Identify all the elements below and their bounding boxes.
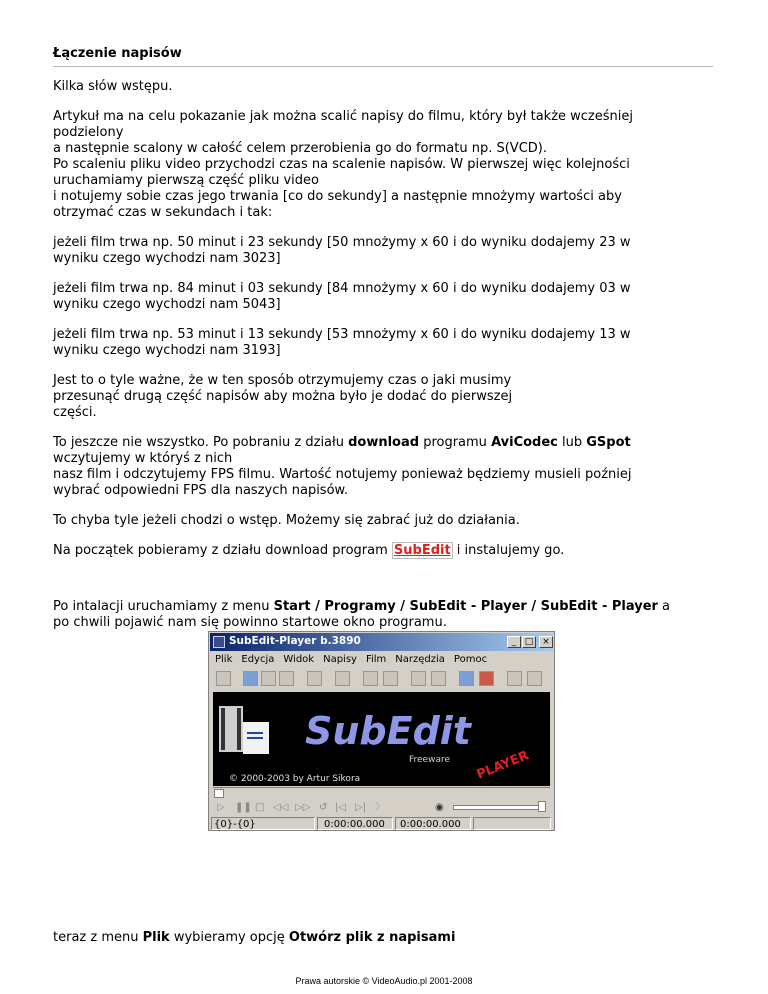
toolbar-button-icon[interactable]	[335, 671, 350, 686]
plik-keyword: Plik	[142, 930, 170, 945]
status-bar	[211, 817, 552, 830]
text-run: Po intalacji uruchamiamy z menu	[53, 599, 274, 614]
minimize-button[interactable]: _	[507, 636, 521, 648]
menu-pomoc[interactable]: Pomoc	[453, 654, 488, 665]
maximize-button[interactable]: □	[522, 636, 536, 648]
window-title: SubEdit-Player b.3890	[229, 635, 361, 647]
text-run: programu	[419, 435, 492, 450]
avicodec-keyword: AviCodec	[491, 435, 558, 450]
toolbar	[213, 669, 549, 689]
text-line: Jest to o tyle ważne, że w ten sposób otrzymujemy czas o jaki musimy	[53, 373, 512, 388]
open-subtitles-keyword: Otwórz plik z napisami	[288, 930, 456, 945]
text-line: otrzymać czas w sekundach i tak:	[53, 205, 273, 220]
toolbar-button-icon[interactable]	[261, 671, 276, 686]
logo-text: SubEdit	[305, 709, 471, 753]
importance-paragraph	[53, 373, 713, 421]
text-run: To jeszcze nie wszystko. Po pobraniu z działu	[53, 435, 349, 450]
text-run: teraz z menu	[53, 930, 143, 945]
rewind-icon[interactable]: ◁◁	[273, 802, 289, 813]
title-divider	[53, 66, 713, 67]
toolbar-button-icon[interactable]	[459, 671, 474, 686]
article-paragraph	[53, 109, 713, 221]
loop-icon[interactable]: ↺	[319, 802, 328, 813]
download-keyword: download	[348, 435, 420, 450]
gspot-keyword: GSpot	[586, 435, 631, 450]
install-paragraph	[53, 599, 713, 631]
freeware-label: Freeware	[409, 755, 451, 765]
text-line: części.	[53, 405, 97, 420]
example-3	[53, 327, 713, 359]
menu-path: Start / Programy / SubEdit - Player / SubEdit - Player	[273, 599, 658, 614]
next-icon[interactable]: ▷|	[355, 802, 367, 813]
toolbar-button-icon[interactable]	[431, 671, 446, 686]
text-run: i instalujemy go.	[452, 543, 565, 558]
menu-narzedzia[interactable]: Narzędzia	[395, 654, 445, 665]
toolbar-button-icon[interactable]	[411, 671, 426, 686]
toolbar-button-icon[interactable]	[243, 671, 258, 686]
toolbar-button-icon[interactable]	[216, 671, 231, 686]
toolbar-button-icon[interactable]	[279, 671, 294, 686]
text-line: Artykuł ma na celu pokazanie jak można scalić napisy do filmu, który był także wcześniej	[53, 109, 633, 124]
menu-edycja[interactable]: Edycja	[241, 654, 275, 665]
subedit-link[interactable]: SubEdit	[393, 543, 451, 558]
toolbar-button-icon[interactable]	[527, 671, 542, 686]
text-run: lub	[557, 435, 587, 450]
text-line: i notujemy sobie czas jego trwania [co do sekundy] a następnie mnożymy wartości aby	[53, 189, 622, 204]
prev-icon[interactable]: |◁	[335, 802, 347, 813]
text-line: wyniku czego wychodzi nam 3193]	[53, 343, 281, 358]
toolbar-button-icon[interactable]	[507, 671, 522, 686]
example-2	[53, 281, 713, 313]
example-1	[53, 235, 713, 267]
status-time-end: 0:00:00.000	[395, 817, 471, 830]
text-line: Po scaleniu pliku video przychodzi czas na scalenie napisów. W pierwszej więc kolejności	[53, 157, 630, 172]
text-line: jeżeli film trwa np. 50 minut i 23 sekundy [50 mnożymy x 60 i do wyniku dodajemy 23 w	[53, 235, 631, 250]
text-line: wczytujemy w któryś z nich	[53, 451, 233, 466]
menu-widok[interactable]: Widok	[283, 654, 315, 665]
text-line: wyniku czego wychodzi nam 3023]	[53, 251, 281, 266]
text-line: podzielony	[53, 125, 124, 140]
toolbar-button-icon[interactable]	[307, 671, 322, 686]
text-run: Na początek pobieramy z działu download program	[53, 543, 392, 558]
page-title: Łączenie napisów	[53, 46, 182, 61]
play-icon[interactable]: ▷	[217, 802, 225, 813]
status-empty	[473, 817, 551, 830]
seek-thumb[interactable]	[214, 789, 224, 798]
text-line: uruchamiamy pierwszą część pliku video	[53, 173, 319, 188]
download-paragraph	[53, 543, 713, 559]
document	[53, 46, 713, 645]
text-line: przesunąć drugą część napisów aby można było je dodać do pierwszej	[53, 389, 513, 404]
menu-plik[interactable]: Plik	[215, 654, 233, 665]
text-run: wybieramy opcję	[169, 930, 289, 945]
status-subtitle-index: {0}-{0}	[211, 817, 315, 830]
intro-end-paragraph: To chyba tyle jeżeli chodzi o wstęp. Możemy się zabrać już do działania.	[53, 513, 520, 528]
status-time-start: 0:00:00.000	[317, 817, 393, 830]
text-line: nasz film i odczytujemy FPS filmu. Wartość notujemy ponieważ będziemy musieli poźniej	[53, 467, 632, 482]
text-line	[53, 435, 713, 451]
seek-bar[interactable]	[213, 787, 550, 799]
toolbar-button-icon[interactable]	[383, 671, 398, 686]
chevron-right-icon[interactable]: 〉	[375, 802, 385, 813]
volume-slider[interactable]	[453, 805, 539, 810]
forward-icon[interactable]: ▷▷	[295, 802, 311, 813]
copyright-footer: Prawa autorskie © VideoAudio.pl 2001-2008	[295, 976, 473, 986]
text-line: wybrać odpowiedni FPS dla naszych napisów.	[53, 483, 349, 498]
menu-film[interactable]: Film	[365, 654, 387, 665]
window-titlebar	[210, 633, 553, 651]
toolbar-button-icon[interactable]	[479, 671, 494, 686]
volume-icon: ◉	[435, 802, 444, 813]
pause-icon[interactable]: ❚❚	[235, 802, 252, 813]
subedit-window-screenshot	[208, 631, 555, 831]
text-line: po chwili pojawić nam się powinno startowe okno programu.	[53, 615, 447, 630]
intro-paragraph: Kilka słów wstępu.	[53, 79, 173, 94]
close-button[interactable]: ×	[539, 636, 553, 648]
app-icon	[213, 636, 225, 648]
subedit-logo-banner	[213, 692, 550, 786]
text-line: a następnie scalony w całość celem przerobienia go do formatu np. S(VCD).	[53, 141, 547, 156]
menu-bar	[215, 652, 496, 668]
video-area	[213, 692, 550, 786]
player-stamp: PLAYER	[474, 748, 532, 783]
text-line: jeżeli film trwa np. 53 minut i 13 sekundy [53 mnożymy x 60 i do wyniku dodajemy 13 w	[53, 327, 631, 342]
menu-napisy[interactable]: Napisy	[323, 654, 357, 665]
stop-icon[interactable]: □	[255, 802, 265, 813]
text-run: a	[657, 599, 671, 614]
copyright-notice: © 2000-2003 by Artur Sikora	[229, 774, 361, 784]
fps-paragraph	[53, 435, 713, 499]
text-line	[53, 599, 713, 615]
text-line: wyniku czego wychodzi nam 5043]	[53, 297, 281, 312]
open-file-paragraph	[53, 930, 455, 945]
text-line: jeżeli film trwa np. 84 minut i 03 sekundy [84 mnożymy x 60 i do wyniku dodajemy 03 w	[53, 281, 631, 296]
volume-thumb[interactable]	[538, 801, 546, 812]
playback-controls	[213, 800, 550, 815]
toolbar-button-icon[interactable]	[363, 671, 378, 686]
